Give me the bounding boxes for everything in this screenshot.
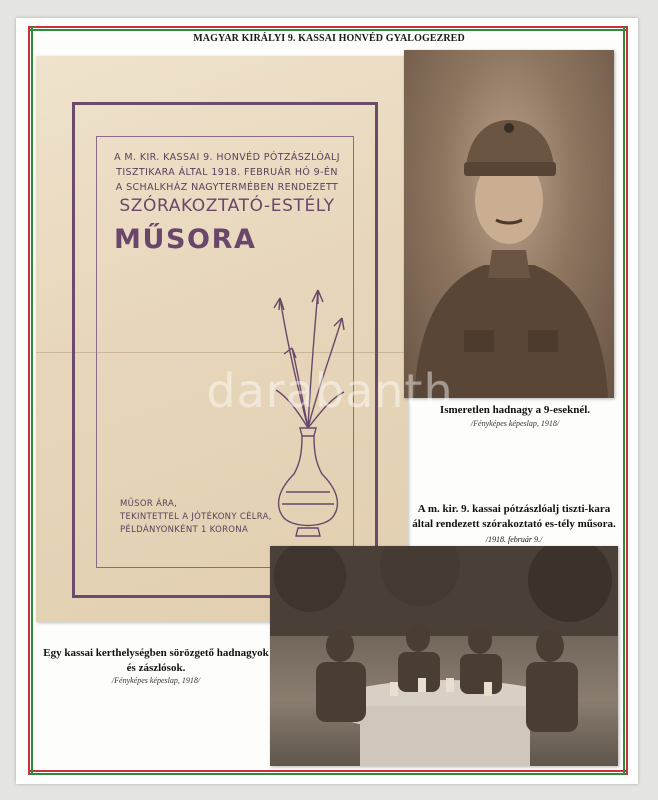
breast-pocket bbox=[464, 330, 494, 352]
page-title: MAGYAR KIRÁLYI 9. KASSAI HONVÉD GYALOGEZRED bbox=[193, 33, 465, 44]
portrait-figure bbox=[404, 50, 614, 398]
collar bbox=[488, 250, 530, 278]
officer-head bbox=[406, 624, 430, 652]
cap-badge bbox=[504, 123, 514, 133]
officer-head bbox=[468, 626, 492, 654]
breast-pocket bbox=[528, 330, 558, 352]
portrait-photo bbox=[404, 50, 614, 398]
officer-body bbox=[316, 662, 366, 722]
program-caption bbox=[410, 502, 618, 547]
border-green-right bbox=[623, 26, 625, 775]
border-red-left bbox=[28, 26, 30, 775]
officer-body bbox=[460, 654, 502, 694]
cap-band bbox=[464, 162, 556, 176]
intro-line: A SCHALKHÁZ NAGYTERMÉBEN RENDEZETT bbox=[115, 182, 339, 193]
officer-head bbox=[536, 630, 564, 662]
group-photo-subcaption: /Fényképes képeslap, 1918/ bbox=[111, 676, 201, 685]
beer-glass bbox=[390, 682, 398, 696]
portrait-subcaption: /Fényképes képeslap, 1918/ bbox=[470, 419, 560, 428]
watermark: darabanth bbox=[206, 364, 454, 418]
border-red-top bbox=[28, 26, 628, 28]
intro-line: A M. KIR. KASSAI 9. HONVÉD PÓTZÁSZLÓALJ bbox=[114, 152, 340, 163]
price-line: PÉLDÁNYONKÉNT 1 KORONA bbox=[120, 525, 249, 535]
intro-line: TISZTIKARA ÁLTAL 1918. FEBRUÁR HÓ 9-ÉN bbox=[116, 167, 338, 178]
border-green-bottom bbox=[28, 773, 628, 775]
price-line: MŰSOR ÁRA, bbox=[120, 499, 178, 509]
officer-body bbox=[526, 662, 578, 732]
group-photo-caption: Egy kassai kerthelységben sörözgető hadnagyok és zászlósok. bbox=[43, 647, 269, 674]
program-intro bbox=[102, 150, 352, 195]
beer-glass bbox=[418, 678, 426, 692]
beer-glass bbox=[446, 678, 454, 692]
vase-neck bbox=[300, 428, 316, 436]
border-green-left bbox=[31, 26, 33, 775]
program-price bbox=[120, 498, 320, 537]
price-line: TEKINTETTEL A JÓTÉKONY CÉLRA, bbox=[120, 512, 272, 522]
border-green-top bbox=[28, 29, 628, 31]
flower-bloom bbox=[312, 290, 323, 304]
beer-garden-scene bbox=[270, 546, 618, 766]
border-red-bottom bbox=[28, 770, 628, 772]
group-photo bbox=[270, 546, 618, 766]
officer-head bbox=[326, 630, 354, 662]
border-red-right bbox=[626, 26, 628, 775]
program-caption-date: /1918. február 9./ bbox=[485, 535, 543, 544]
program-caption-text: A m. kir. 9. kassai pótzászlóalj tiszti-kara által rendezett szórakoztató es-tély műsora. bbox=[412, 503, 616, 530]
program-sheet bbox=[36, 56, 408, 622]
program-title-line1: SZÓRAKOZTATÓ-ESTÉLY bbox=[119, 196, 335, 216]
portrait-caption: Ismeretlen hadnagy a 9-eseknél. bbox=[439, 404, 591, 416]
program-title-line2: MŰSORA bbox=[114, 224, 257, 255]
beer-glass bbox=[484, 682, 492, 696]
tablecloth bbox=[360, 706, 530, 766]
flower-bloom bbox=[274, 298, 284, 310]
